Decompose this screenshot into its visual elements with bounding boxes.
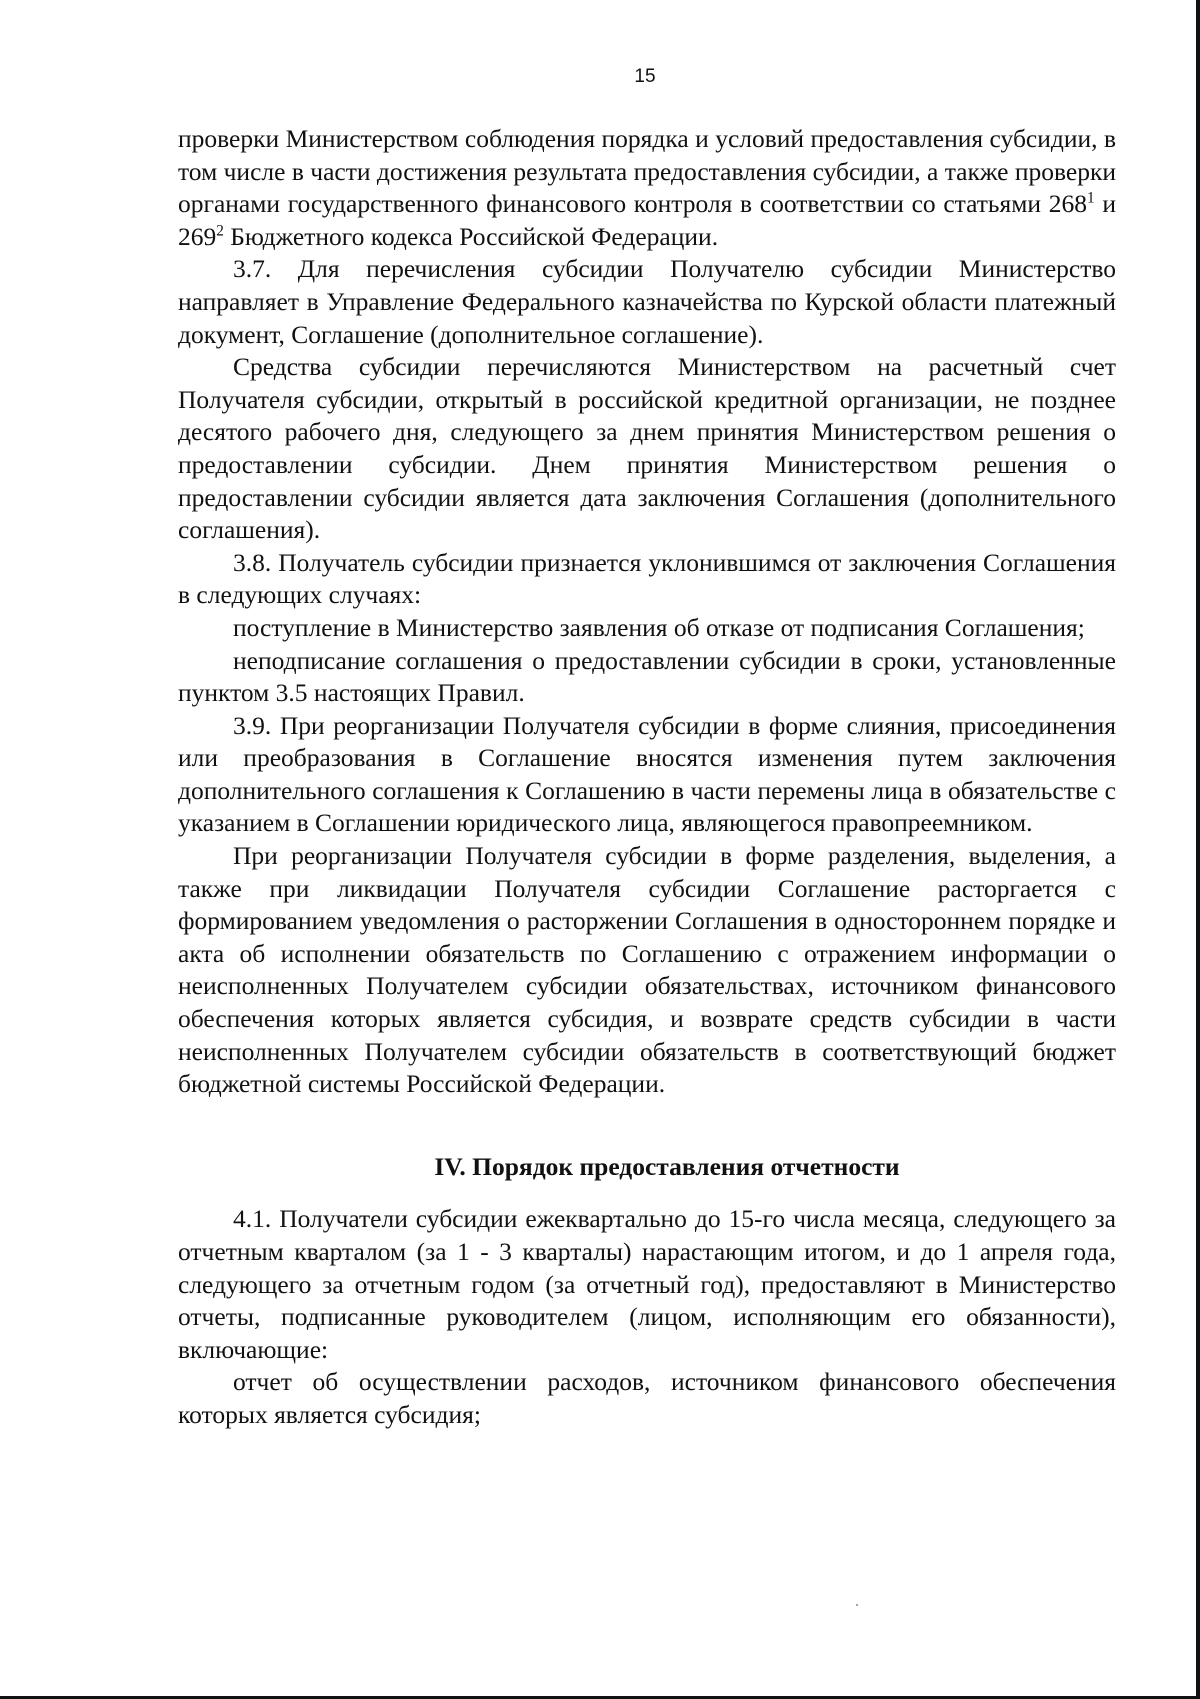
paragraph-funds-transfer: Средства субсидии перечисляются Министерством на расчетный счет Получателя субсидии, открытый в российской кредитной организации, не позднее десятого рабочего дня, следующего за днем принятия Министерством решения о предоставлении субсидии. Днем принятия Министерством решения о предоставлении субсидии является дата заключения Соглашения (дополнительного соглашения).: [178, 352, 1116, 545]
paragraph-text: проверки Министерством соблюдения порядка и условий предоставления субсидии, в том числе в части достижения результата предоставления субсидии, а также проверки органами государственного финансового контроля в соответствии со статьями 268: [178, 124, 1116, 219]
paragraph-reorganization: При реорганизации Получателя субсидии в форме разделения, выделения, а также при ликвидации Получателя субсидии Соглашение расторгается с формированием уведомления о расторжении Соглашения в одностороннем порядке и акта об исполнении обязательств по Соглашению с отражением информации о неисполненных Получателем субсидии обязательствах, источником финансового обеспечения которых является субсидия, и возврате средств субсидии в части неисполненных Получателем субсидии обязательств в соответствующий бюджет бюджетной системы Российской Федерации.: [178, 841, 1116, 1099]
paragraph-expense-report: отчет об осуществлении расходов, источником финансового обеспечения которых является субсидия;: [178, 1367, 1116, 1429]
superscript-1: 1: [1087, 189, 1095, 207]
paragraph-3-8: 3.8. Получатель субсидии признается уклонившимся от заключения Соглашения в следующих случаях:: [178, 547, 1116, 610]
paragraph-3-9: 3.9. При реорганизации Получателя субсидии в форме слияния, присоединения или преобразования в Соглашение вносятся изменения путем заключения дополнительного соглашения к Соглашению в части перемены лица в обязательстве с указанием в Соглашении юридического лица, являющегося правопреемником.: [178, 710, 1116, 838]
paragraph-continuation: [178, 123, 1116, 253]
superscript-2: 2: [216, 222, 224, 240]
paragraph-text: Бюджетного кодекса Российской Федерации.: [223, 221, 719, 251]
paragraph-4-1: 4.1. Получатели субсидии ежеквартально до 15-го числа месяца, следующего за отчетным кварталом (за 1 - 3 кварталы) нарастающим итогом, и до 1 апреля года, следующего за отчетным годом (за отчетный год), предоставляют в Министерство отчеты, подписанные руководителем (лицом, исполняющим его обязанности), включающие:: [178, 1204, 1116, 1364]
section-heading-iv: IV. Порядок предоставления отчетности: [434, 1151, 900, 1181]
paragraph-3-7: 3.7. Для перечисления субсидии Получателю субсидии Министерство направляет в Управление Федерального казначейства по Курской области платежный документ, Соглашение (дополнительное соглашение).: [178, 254, 1116, 349]
scan-speck: [856, 1604, 858, 1606]
paragraph-text: и 269: [178, 189, 1116, 251]
scan-edge-right: [1196, 0, 1200, 1699]
document-body: [178, 123, 1116, 1432]
paragraph-refusal-case: поступление в Министерство заявления об отказе от подписания Соглашения;: [233, 612, 1085, 642]
page-number: 15: [634, 66, 656, 87]
paragraph-nonsigning-case: неподписание соглашения о предоставлении субсидии в сроки, установленные пунктом 3.5 настоящих Правил.: [178, 645, 1116, 708]
